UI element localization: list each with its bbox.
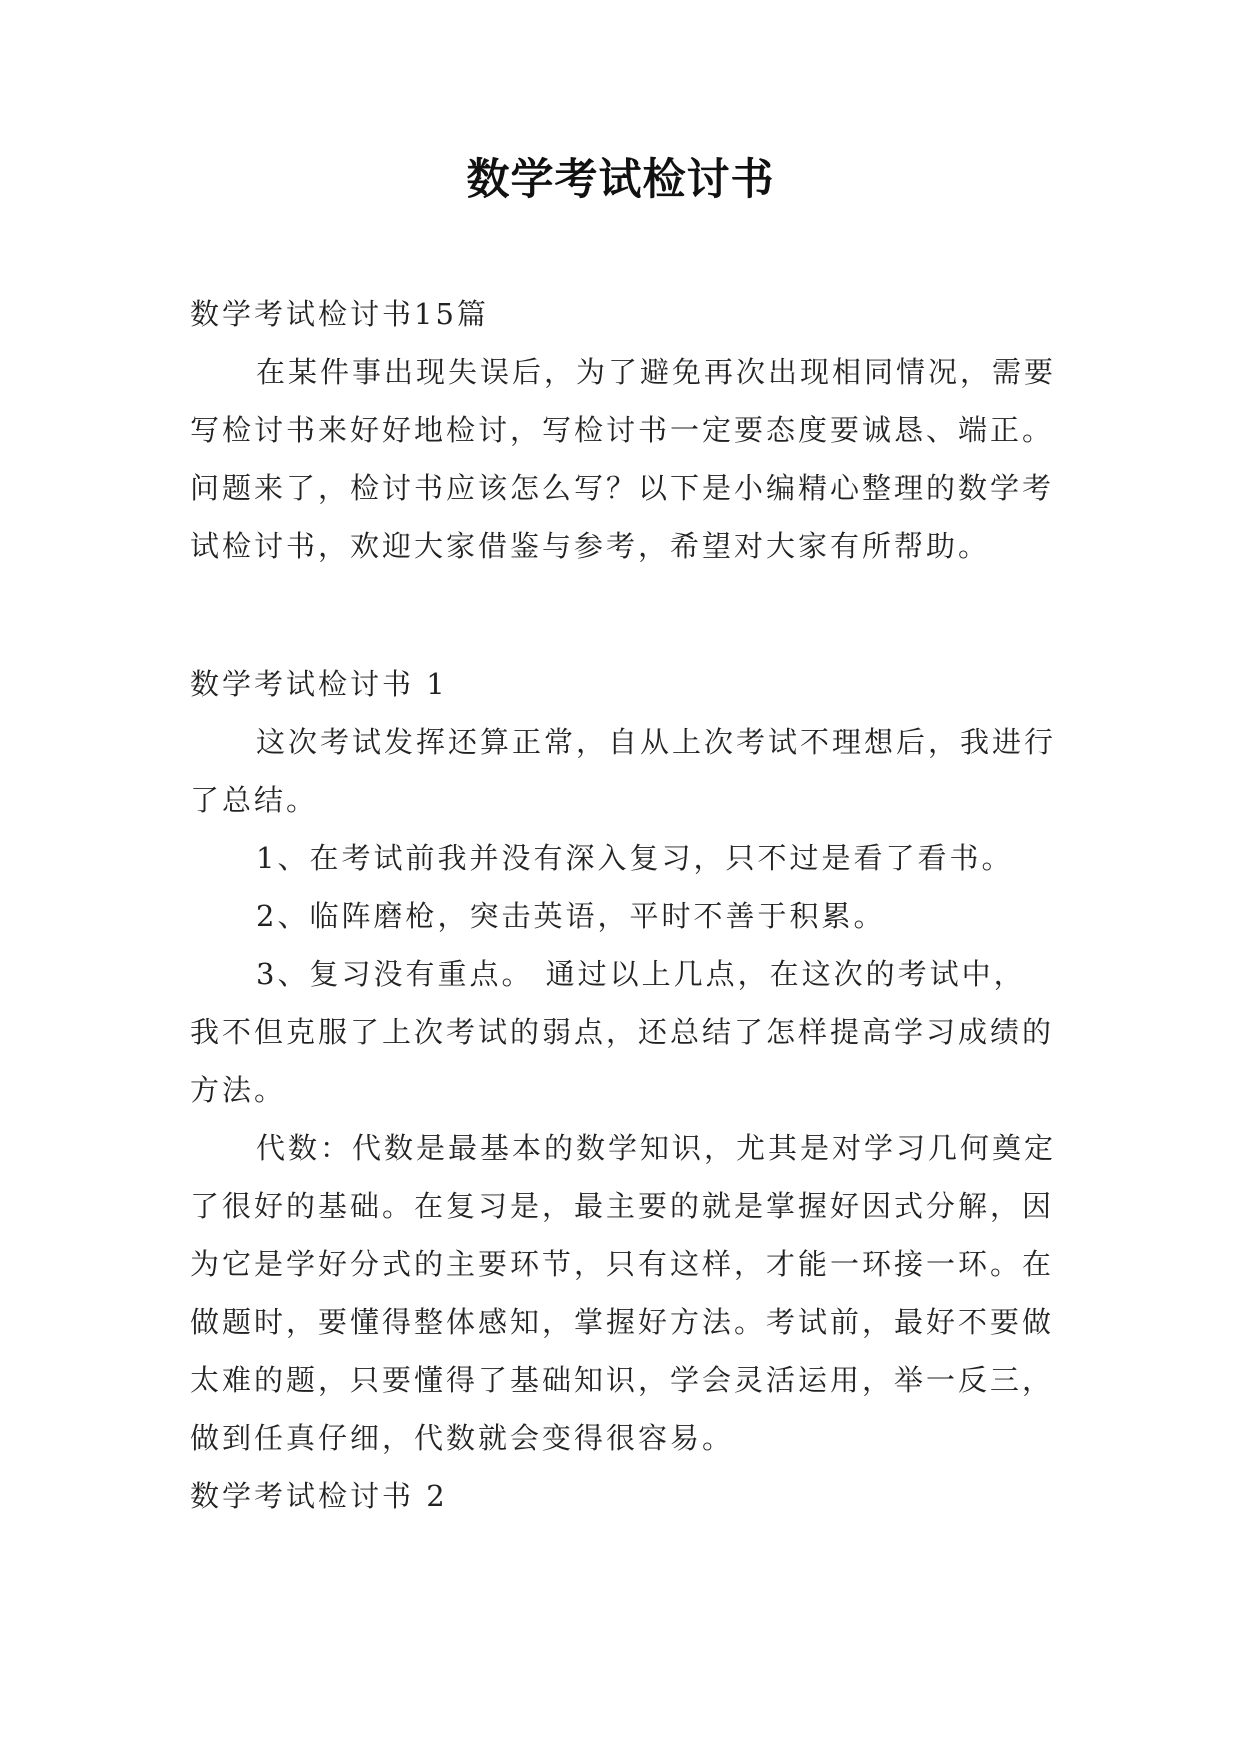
section-spacer: [190, 575, 1056, 655]
section-1-paragraph-2: 代数：代数是最基本的数学知识，尤其是对学习几何奠定了很好的基础。在复习是，最主要的就是掌握好因式分解，因为它是学好分式的主要环节，只有这样，才能一环接一环。在做题时，要懂得整体感知，掌握好方法。考试前，最好不要做太难的题，只要懂得了基础知识，学会灵活运用，举一反三，做到任真仔细，代数就会变得很容易。: [190, 1131, 1057, 1455]
intro-paragraph: 在某件事出现失误后，为了避免再次出现相同情况，需要写检讨书来好好地检讨，写检讨书一定要态度要诚恳、端正。问题来了，检讨书应该怎么写？以下是小编精心整理的数学考试检讨书，欢迎大家借鉴与参考，希望对大家有所帮助。: [190, 355, 1057, 563]
section-1-item-2: 2、临阵磨枪，突击英语，平时不善于积累。: [256, 899, 886, 933]
collection-subtitle: 数学考试检讨书15篇: [190, 297, 489, 331]
section-1-heading: 数学考试检讨书 1: [190, 667, 448, 701]
section-1-item-3: 3、复习没有重点。 通过以上几点，在这次的考试中，我不但克服了上次考试的弱点，还总结了怎样提高学习成绩的方法。: [190, 957, 1055, 1107]
section-2-heading: 数学考试检讨书 2: [190, 1479, 448, 1513]
section-1-paragraph-1: 这次考试发挥还算正常，自从上次考试不理想后，我进行了总结。: [190, 725, 1057, 817]
document-body: [190, 285, 1056, 1525]
page-title: 数学考试检讨书: [466, 155, 775, 205]
section-1-item-1: 1、在考试前我并没有深入复习，只不过是看了看书。: [256, 841, 1014, 875]
